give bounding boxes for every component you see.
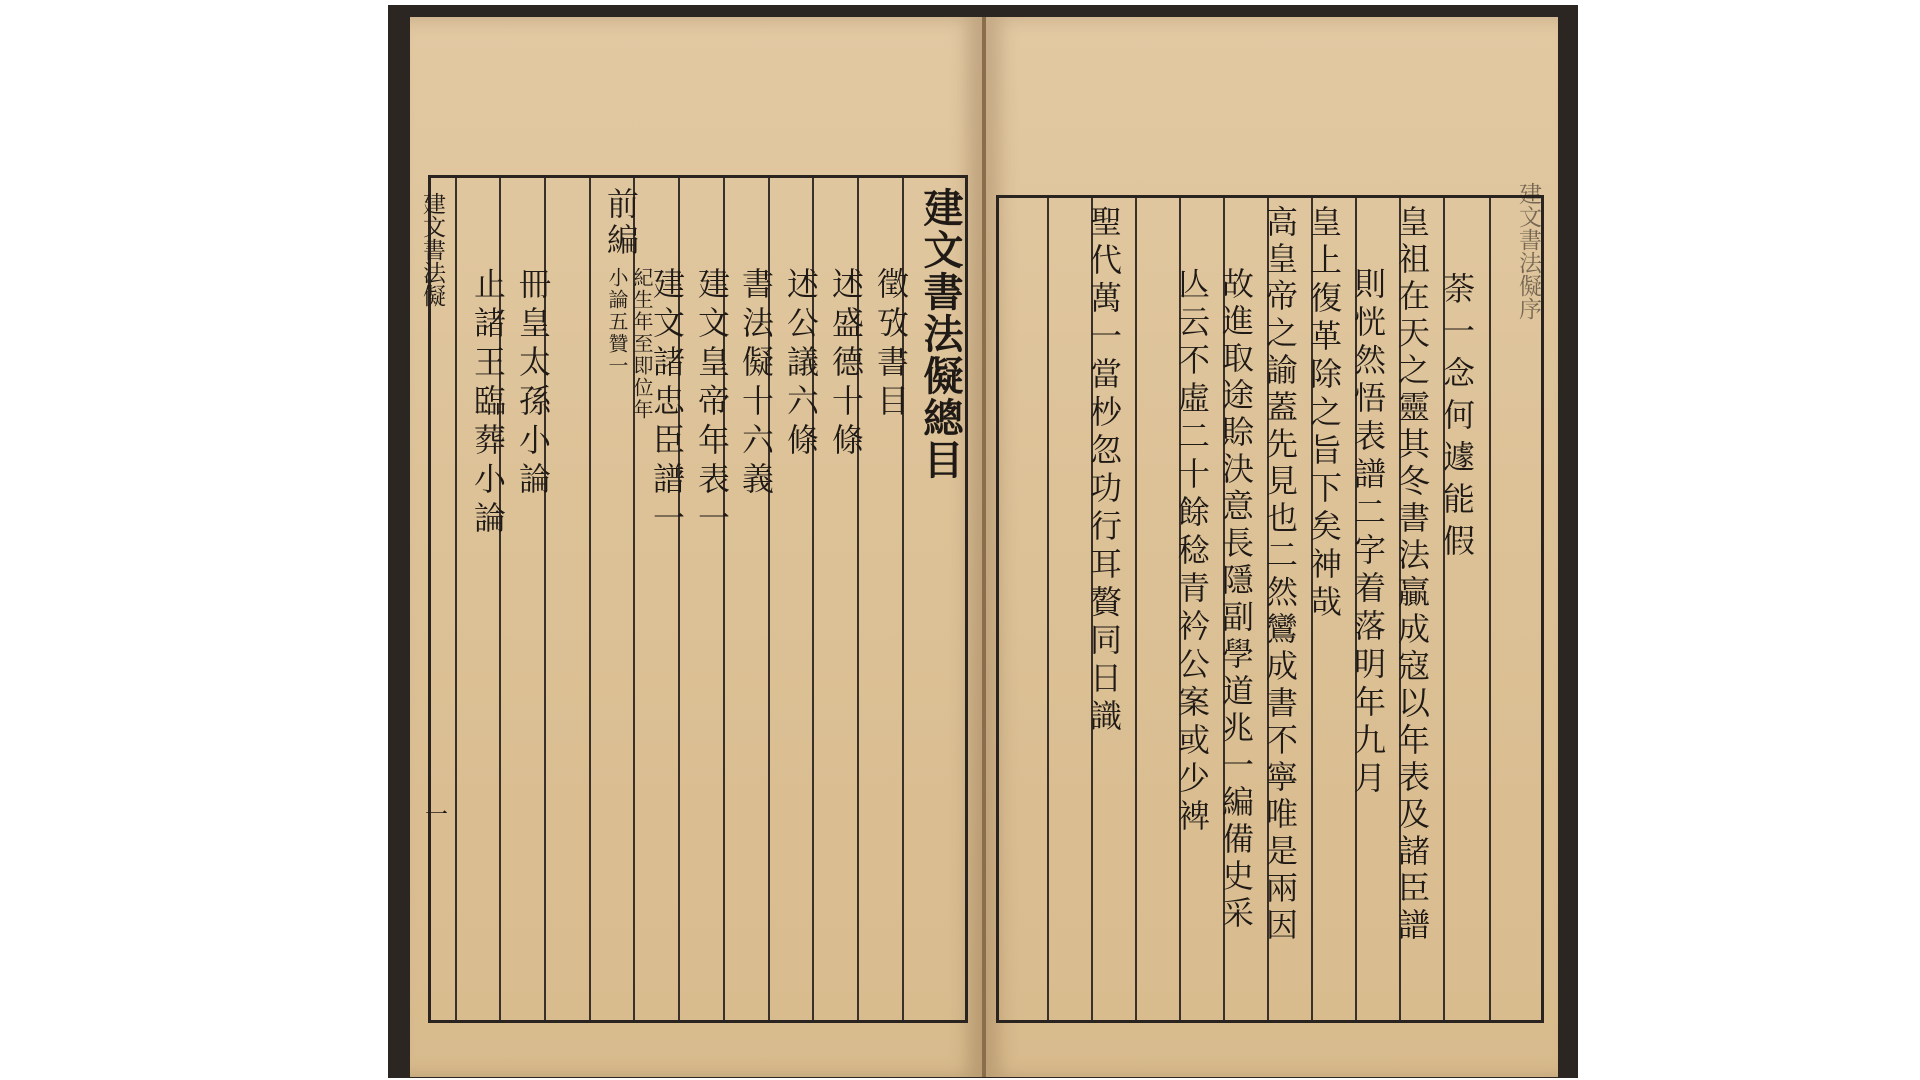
preface-column: 高皇帝之諭蓋先見也二然鸞成書不寧唯是兩因 xyxy=(1261,205,1299,945)
page-folio: 一 xyxy=(421,802,447,828)
book-scan xyxy=(388,5,1578,1078)
preface-column: 皇祖在天之靈其冬書法贏成寇以年表及諸臣譜 xyxy=(1393,205,1431,945)
toc-section-note-2: 小論五贊一 xyxy=(605,267,629,377)
toc-item: 止諸王臨葬小論 xyxy=(469,267,507,540)
toc-item: 冊皇太孫小論 xyxy=(514,267,552,501)
toc-item: 書法儗十六義 xyxy=(737,267,775,501)
preface-column: 故進取途賒決意長隱副學道兆一編備史采 xyxy=(1217,267,1255,933)
preface-column: 聖代萬一當杪忽功行耳贅同日識 xyxy=(1085,205,1123,737)
page-margin-title: 建文書法儗 xyxy=(419,192,445,307)
toc-item: 述盛德十條 xyxy=(827,267,865,462)
preface-column: 則恍然悟表譜二字着落明年九月 xyxy=(1349,267,1387,799)
toc-item: 徵攷書目 xyxy=(872,267,910,423)
page-margin-title: 建文書法儗序 xyxy=(1515,182,1541,320)
toc-section-note: 紀生年至即位年 xyxy=(630,267,654,421)
preface-column: 皇上復革除之旨下矣神哉 xyxy=(1305,205,1343,623)
toc-item: 建文皇帝年表一 xyxy=(693,267,731,540)
preface-column: 亾云不虛二十餘稔青衿公案或少裨 xyxy=(1173,267,1211,837)
toc-item: 述公議六條 xyxy=(782,267,820,462)
preface-column: 荼一念何遽能假 xyxy=(1438,272,1476,566)
toc-title: 建文書法儗總目 xyxy=(917,187,964,481)
toc-section-label: 前編 xyxy=(602,187,640,259)
right-page xyxy=(986,17,1558,1077)
toc-item: 建文諸忠臣譜一 xyxy=(648,267,686,540)
left-page xyxy=(410,17,982,1077)
